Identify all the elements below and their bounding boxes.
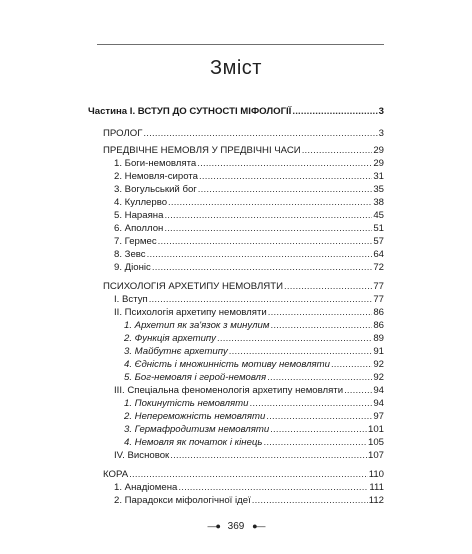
dot-leader [292, 105, 377, 118]
dot-leader [270, 423, 367, 436]
toc-subentry [114, 196, 384, 209]
toc-entry-page: 51 [373, 223, 384, 234]
dot-leader [199, 170, 372, 183]
toc-entry-page: 111 [369, 482, 384, 493]
toc-subentry [114, 481, 384, 494]
toc-entry-text: КОРА [103, 469, 129, 480]
toc-entry-page: 57 [373, 236, 384, 247]
toc-entry-page: 64 [373, 249, 384, 260]
dot-leader [143, 127, 377, 140]
toc-entry-page: 3 [378, 128, 384, 139]
dot-leader [129, 468, 368, 481]
toc-entry-page: 112 [368, 495, 384, 506]
dot-leader [197, 157, 372, 170]
toc-entry-page: 77 [373, 281, 384, 292]
page-number-ornament-right: ●— [252, 521, 265, 531]
toc-entry-text: 7. Гермес [114, 236, 157, 247]
toc-entry-page: 45 [373, 210, 384, 221]
page-number: 369 [227, 521, 245, 532]
toc-entry-text: 1. Покинутість немовляти [124, 398, 249, 409]
toc-entry-text: 1. Боги-немовлята [114, 158, 197, 169]
toc-subsubentry [124, 410, 384, 423]
toc-entry-text: 4. Куллерво [114, 197, 168, 208]
toc-entry-text: 3. Майбутнє архетипу [124, 346, 228, 357]
toc-subentry [114, 306, 384, 319]
toc-section-entry [103, 127, 384, 140]
toc-entry-page: 31 [373, 171, 384, 182]
toc-entry-page: 92 [373, 372, 384, 383]
toc-entry-page: 105 [367, 437, 384, 448]
dot-leader [268, 306, 373, 319]
toc-entry-text: 5. Бог-немовля і герой-немовля [124, 372, 267, 383]
dot-leader [250, 397, 373, 410]
toc-subsubentry [124, 371, 384, 384]
toc-entry-text: 4. Немовля як початок і кінець [124, 437, 263, 448]
page-number-ornament-left: —● [207, 521, 220, 531]
toc-entry-text: Частина І. ВСТУП ДО СУТНОСТІ МІФОЛОГІЇ [88, 106, 292, 117]
toc-subentry [114, 170, 384, 183]
toc-entry-text: 1. Анадіомена [114, 482, 178, 493]
toc-section-entry [103, 468, 384, 481]
toc-entry-page: 72 [373, 262, 384, 273]
toc-entry-text: ПРОЛОГ [103, 128, 143, 139]
toc-entry-text: 2. Парадокси міфологічної ідеї [114, 495, 251, 506]
toc-entry-text: ПСИХОЛОГІЯ АРХЕТИПУ НЕМОВЛЯТИ [103, 281, 283, 292]
toc-entry-page: 107 [367, 450, 384, 461]
toc-entry-text: 3. Гермафродитизм немовляти [124, 424, 270, 435]
toc-entry-text: 5. Нараяна [114, 210, 164, 221]
toc-entry-page: 38 [373, 197, 384, 208]
dot-leader [217, 332, 372, 345]
dot-leader [344, 384, 372, 397]
toc-entry-text: 2. Функція архетипу [124, 333, 216, 344]
dot-leader [263, 436, 367, 449]
dot-leader [252, 494, 368, 507]
toc-entry-text: III. Спеціальна феноменологія архетипу немовляти [114, 385, 344, 396]
toc-entry-page: 97 [373, 411, 384, 422]
dot-leader [164, 222, 372, 235]
toc-subsubentry [124, 358, 384, 371]
dot-leader [168, 196, 372, 209]
toc-subentry [114, 157, 384, 170]
toc-subsubentry [124, 345, 384, 358]
toc-entry-page: 110 [368, 469, 384, 480]
toc-subentry [114, 183, 384, 196]
dot-leader [302, 144, 373, 157]
toc-entry-page: 77 [373, 294, 384, 305]
dot-leader [331, 358, 372, 371]
toc-entry-text: ПРЕДВІЧНЕ НЕМОВЛЯ У ПРЕДВІЧНІ ЧАСИ [103, 145, 301, 156]
toc-part-entry [88, 105, 384, 118]
page-title: Зміст [210, 57, 262, 79]
toc-entry-text: 8. Зевс [114, 249, 146, 260]
toc-entry-text: II. Психологія архетипу немовляти [114, 307, 267, 318]
toc-entry-text: 6. Аполлон [114, 223, 164, 234]
toc-entry-page: 29 [373, 145, 384, 156]
toc-entry-page: 101 [367, 424, 384, 435]
dot-leader [284, 280, 372, 293]
toc-subentry [114, 235, 384, 248]
dot-leader [170, 449, 367, 462]
dot-leader [270, 319, 372, 332]
toc-entry-page: 86 [373, 320, 384, 331]
toc-entry-text: 3. Вогульський бог [114, 184, 197, 195]
dot-leader [149, 293, 373, 306]
toc-entry-text: 2. Непереможність немовляти [124, 411, 266, 422]
toc-subsubentry [124, 436, 384, 449]
dot-leader [267, 371, 372, 384]
dot-leader [147, 248, 373, 261]
dot-leader [229, 345, 373, 358]
dot-leader [152, 261, 372, 274]
toc-subsubentry [124, 423, 384, 436]
toc-entry-page: 89 [373, 333, 384, 344]
toc-section-entry [103, 280, 384, 293]
toc-subentry [114, 293, 384, 306]
toc-entry-text: I. Вступ [114, 294, 148, 305]
toc-section-entry [103, 144, 384, 157]
toc-entry-page: 35 [373, 184, 384, 195]
toc-subsubentry [124, 397, 384, 410]
toc-entry-text: 1. Архетип як за'язок з минулим [124, 320, 270, 331]
toc-entry-page: 91 [373, 346, 384, 357]
toc-entry-page: 92 [373, 359, 384, 370]
dot-leader [198, 183, 373, 196]
toc-entry-page: 3 [378, 106, 384, 117]
toc-entry-page: 86 [373, 307, 384, 318]
toc-subentry [114, 261, 384, 274]
toc-entry-page: 94 [373, 398, 384, 409]
dot-leader [164, 209, 372, 222]
dot-leader [158, 235, 373, 248]
toc-entry-text: 9. Діоніс [114, 262, 151, 273]
toc-subentry [114, 494, 384, 507]
toc-subentry [114, 449, 384, 462]
toc-subentry [114, 222, 384, 235]
page-number-footer [0, 521, 472, 532]
toc-entry-text: 4. Єдність і множинність мотиву немовляти [124, 359, 330, 370]
toc-subentry [114, 248, 384, 261]
toc-subsubentry [124, 332, 384, 345]
dot-leader [178, 481, 368, 494]
toc-subentry [114, 384, 384, 397]
toc-entry-page: 94 [373, 385, 384, 396]
toc-entry-text: 2. Немовля-сирота [114, 171, 198, 182]
toc-entry-page: 29 [373, 158, 384, 169]
toc-subsubentry [124, 319, 384, 332]
toc-subentry [114, 209, 384, 222]
toc-entry-text: IV. Висновок [114, 450, 170, 461]
dot-leader [266, 410, 372, 423]
